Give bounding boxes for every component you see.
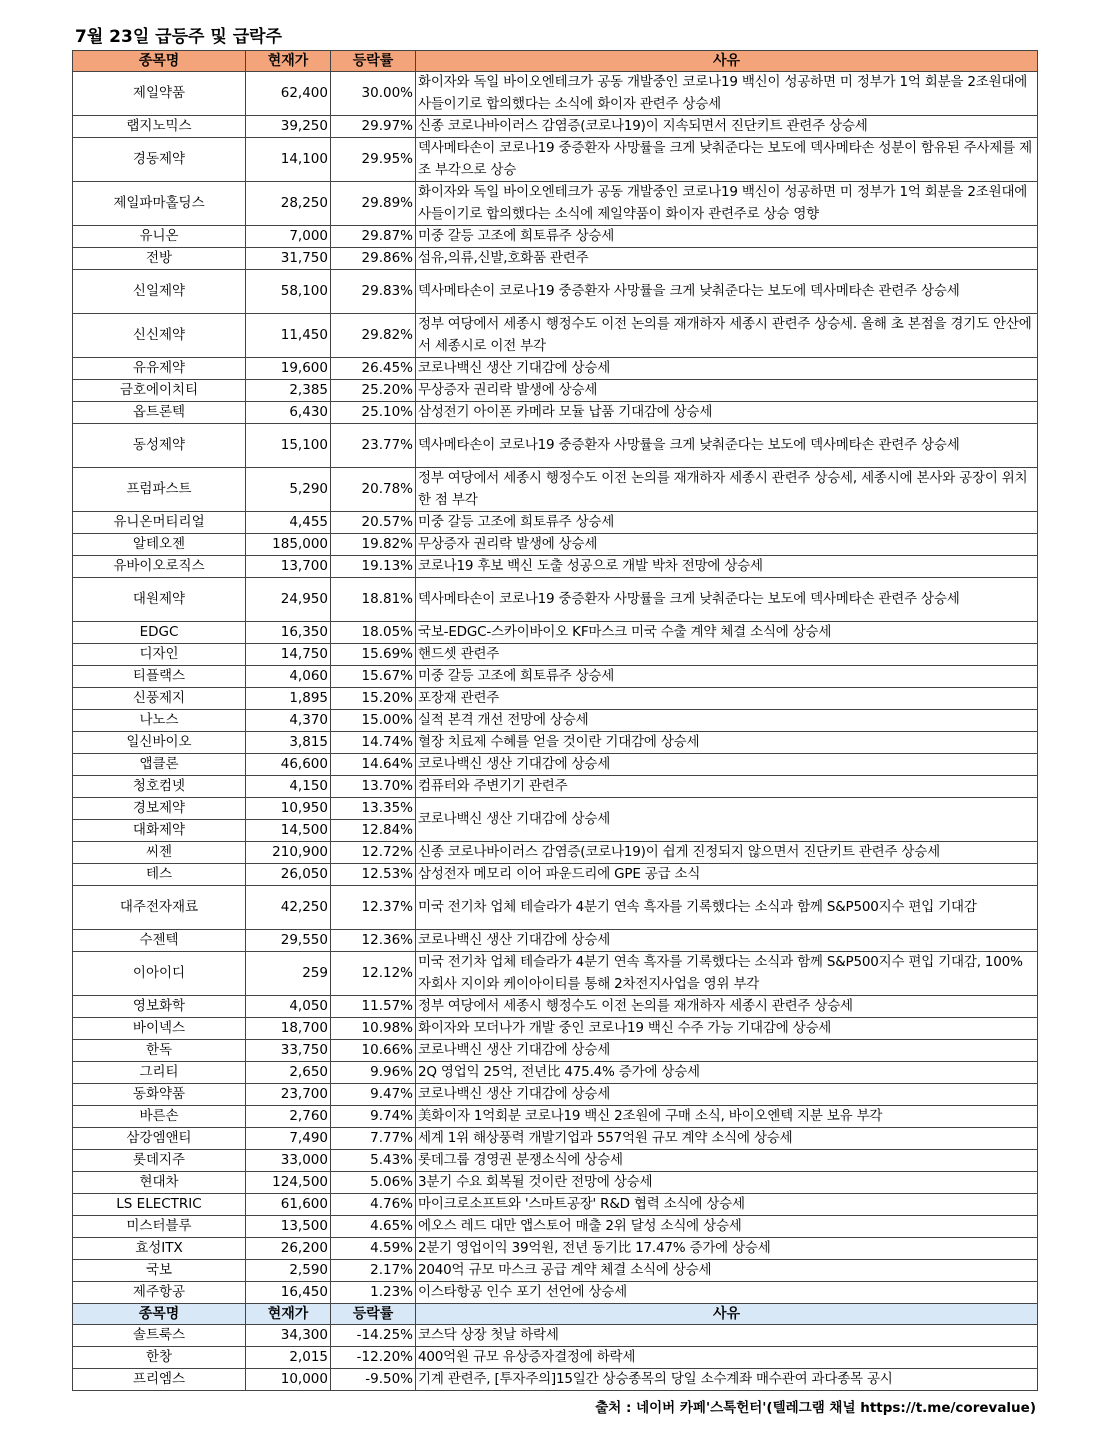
stock-table — [72, 50, 1038, 1391]
stock-name: 영보화학 — [73, 996, 246, 1018]
stock-reason: 코스닥 상장 첫날 하락세 — [416, 1325, 1038, 1347]
stock-name: 그리티 — [73, 1062, 246, 1084]
stock-rate: 12.12% — [331, 952, 416, 996]
stock-price: 26,200 — [246, 1238, 331, 1260]
stock-name: 나노스 — [73, 710, 246, 732]
stock-reason: 실적 본격 개선 전망에 상승세 — [416, 710, 1038, 732]
stock-rate: 25.10% — [331, 402, 416, 424]
stock-rate: 29.83% — [331, 270, 416, 314]
stock-rate: -9.50% — [331, 1369, 416, 1391]
stock-name: 수젠텍 — [73, 930, 246, 952]
stock-name: 현대차 — [73, 1172, 246, 1194]
stock-price: 7,000 — [246, 226, 331, 248]
stock-price: 4,370 — [246, 710, 331, 732]
table-row — [73, 1347, 1038, 1369]
stock-reason: 미국 전기차 업체 테슬라가 4분기 연속 흑자를 기록했다는 소식과 함께 S&P500지수 편입 기대감 — [416, 886, 1038, 930]
stock-reason: 덱사메타손이 코로나19 중증환자 사망률을 크게 낮춰준다는 보도에 덱사메타손 관련주 상승세 — [416, 424, 1038, 468]
stock-name: 한독 — [73, 1040, 246, 1062]
stock-name: 제주항공 — [73, 1282, 246, 1304]
stock-reason: 코로나19 후보 백신 도출 성공으로 개발 박차 전망에 상승세 — [416, 556, 1038, 578]
table-row — [73, 402, 1038, 424]
stock-rate: 19.13% — [331, 556, 416, 578]
source-note: 출처 : 네이버 카페'스톡헌터'(텔레그램 채널 https://t.me/corevalue) — [595, 1400, 1036, 1416]
stock-reason: 정부 여당에서 세종시 행정수도 이전 논의를 재개하자 세종시 관련주 상승세 — [416, 996, 1038, 1018]
table-row — [73, 886, 1038, 930]
table-row — [73, 930, 1038, 952]
header-name: 종목명 — [73, 1304, 246, 1325]
stock-price: 15,100 — [246, 424, 331, 468]
stock-reason: 美화이자 1억회분 코로나19 백신 2조원에 구매 소식, 바이오엔텍 지분 보유 부각 — [416, 1106, 1038, 1128]
stock-rate: 10.98% — [331, 1018, 416, 1040]
stock-name: 한창 — [73, 1347, 246, 1369]
stock-reason: 롯데그룹 경영권 분쟁소식에 상승세 — [416, 1150, 1038, 1172]
page-title: 7월 23일 급등주 및 급락주 — [75, 27, 282, 47]
stock-table-body — [73, 51, 1038, 1391]
stock-price: 6,430 — [246, 402, 331, 424]
stock-rate: 12.36% — [331, 930, 416, 952]
stock-rate: 12.37% — [331, 886, 416, 930]
stock-name: 경보제약 — [73, 798, 246, 820]
stock-rate: 11.57% — [331, 996, 416, 1018]
stock-rate: 12.84% — [331, 820, 416, 842]
stock-reason: 미국 전기차 업체 테슬라가 4분기 연속 흑자를 기록했다는 소식과 함께 S&P500지수 편입 기대감, 100% 자회사 지이와 케이아이티를 통해 2차전지사업을 영위 부각 — [416, 952, 1038, 996]
table-row — [73, 1194, 1038, 1216]
table-row — [73, 1128, 1038, 1150]
stock-price: 2,590 — [246, 1260, 331, 1282]
stock-price: 11,450 — [246, 314, 331, 358]
stock-rate: 2.17% — [331, 1260, 416, 1282]
stock-rate: 19.82% — [331, 534, 416, 556]
stock-reason: 마이크로소프트와 '스마트공장' R&D 협력 소식에 상승세 — [416, 1194, 1038, 1216]
table-row — [73, 1150, 1038, 1172]
stock-reason: 덱사메타손이 코로나19 중증환자 사망률을 크게 낮춰준다는 보도에 덱사메타손 관련주 상승세 — [416, 578, 1038, 622]
stock-name: 롯데지주 — [73, 1150, 246, 1172]
stock-price: 34,300 — [246, 1325, 331, 1347]
stock-price: 23,700 — [246, 1084, 331, 1106]
stock-rate: 23.77% — [331, 424, 416, 468]
stock-reason: 세계 1위 해상풍력 개발기업과 557억원 규모 계약 소식에 상승세 — [416, 1128, 1038, 1150]
stock-price: 4,060 — [246, 666, 331, 688]
stock-reason: 신종 코로나바이러스 감염증(코로나19)이 쉽게 진정되지 않으면서 진단키트 관련주 상승세 — [416, 842, 1038, 864]
table-row — [73, 1216, 1038, 1238]
table-row — [73, 754, 1038, 776]
stock-price: 42,250 — [246, 886, 331, 930]
stock-name: 바이넥스 — [73, 1018, 246, 1040]
stock-reason: 정부 여당에서 세종시 행정수도 이전 논의를 재개하자 세종시 관련주 상승세. 올해 초 본점을 경기도 안산에서 세종시로 이전 부각 — [416, 314, 1038, 358]
table-row — [73, 996, 1038, 1018]
table-row — [73, 534, 1038, 556]
stock-price: 10,000 — [246, 1369, 331, 1391]
stock-name: 대화제약 — [73, 820, 246, 842]
stock-name: 씨젠 — [73, 842, 246, 864]
table-row — [73, 622, 1038, 644]
stock-reason: 국보-EDGC-스카이바이오 KF마스크 미국 수출 계약 체결 소식에 상승세 — [416, 622, 1038, 644]
stock-rate: 12.53% — [331, 864, 416, 886]
table-row — [73, 380, 1038, 402]
stock-price: 16,450 — [246, 1282, 331, 1304]
stock-name: 제일파마홀딩스 — [73, 182, 246, 226]
stock-name: 유니온 — [73, 226, 246, 248]
stock-name: 경동제약 — [73, 138, 246, 182]
stock-rate: 14.74% — [331, 732, 416, 754]
stock-price: 16,350 — [246, 622, 331, 644]
stock-reason: 화이자와 독일 바이오엔테크가 공동 개발중인 코로나19 백신이 성공하면 미 정부가 1억 회분을 2조원대에 사들이기로 합의했다는 소식에 화이자 관련주 상승세 — [416, 72, 1038, 116]
table-row — [73, 1040, 1038, 1062]
stock-reason: 2분기 영업이익 39억원, 전년 동기比 17.47% 증가에 상승세 — [416, 1238, 1038, 1260]
table-row — [73, 226, 1038, 248]
stock-name: 동화약품 — [73, 1084, 246, 1106]
stock-name: 유니온머티리얼 — [73, 512, 246, 534]
stock-rate: 26.45% — [331, 358, 416, 380]
table-row — [73, 72, 1038, 116]
stock-name: 신신제약 — [73, 314, 246, 358]
stock-rate: 29.95% — [331, 138, 416, 182]
header-rate: 등락률 — [331, 51, 416, 72]
stock-price: 28,250 — [246, 182, 331, 226]
stock-rate: 18.05% — [331, 622, 416, 644]
stock-reason: 무상증자 권리락 발생에 상승세 — [416, 534, 1038, 556]
stock-rate: 4.59% — [331, 1238, 416, 1260]
stock-price: 4,150 — [246, 776, 331, 798]
stock-price: 14,100 — [246, 138, 331, 182]
stock-reason: 화이자와 모더나가 개발 중인 코로나19 백신 수주 가능 기대감에 상승세 — [416, 1018, 1038, 1040]
stock-price: 26,050 — [246, 864, 331, 886]
stock-price: 4,455 — [246, 512, 331, 534]
stock-reason: 코로나백신 생산 기대감에 상승세 — [416, 1084, 1038, 1106]
stock-reason: 코로나백신 생산 기대감에 상승세 — [416, 754, 1038, 776]
stock-price: 19,600 — [246, 358, 331, 380]
stock-name: 국보 — [73, 1260, 246, 1282]
stock-name: 프리엠스 — [73, 1369, 246, 1391]
stock-name: 삼강엠앤티 — [73, 1128, 246, 1150]
stock-name: 테스 — [73, 864, 246, 886]
stock-rate: 13.35% — [331, 798, 416, 820]
table-row — [73, 776, 1038, 798]
stock-reason: 기계 관련주, [투자주의]15일간 상승종목의 당일 소수계좌 매수관여 과다종목 공시 — [416, 1369, 1038, 1391]
stock-price: 2,760 — [246, 1106, 331, 1128]
table-row — [73, 1084, 1038, 1106]
table-row — [73, 732, 1038, 754]
stock-reason: 미중 갈등 고조에 희토류주 상승세 — [416, 512, 1038, 534]
stock-rate: 12.72% — [331, 842, 416, 864]
stock-price: 13,500 — [246, 1216, 331, 1238]
stock-price: 7,490 — [246, 1128, 331, 1150]
stock-rate: 9.96% — [331, 1062, 416, 1084]
stock-rate: 29.97% — [331, 116, 416, 138]
stock-price: 259 — [246, 952, 331, 996]
stock-rate: 20.78% — [331, 468, 416, 512]
stock-rate: 13.70% — [331, 776, 416, 798]
stock-rate: 25.20% — [331, 380, 416, 402]
stock-price: 2,015 — [246, 1347, 331, 1369]
stock-rate: 4.76% — [331, 1194, 416, 1216]
stock-name: 랩지노믹스 — [73, 116, 246, 138]
stock-price: 14,500 — [246, 820, 331, 842]
header-price: 현재가 — [246, 51, 331, 72]
stock-reason: 컴퓨터와 주변기기 관련주 — [416, 776, 1038, 798]
table-row — [73, 138, 1038, 182]
table-header-row — [73, 1304, 1038, 1325]
header-reason: 사유 — [416, 51, 1038, 72]
table-row — [73, 1106, 1038, 1128]
stock-price: 18,700 — [246, 1018, 331, 1040]
stock-reason: 미중 갈등 고조에 희토류주 상승세 — [416, 666, 1038, 688]
stock-reason: 덱사메타손이 코로나19 중증환자 사망률을 크게 낮춰준다는 보도에 덱사메타손 관련주 상승세 — [416, 270, 1038, 314]
table-row — [73, 1238, 1038, 1260]
table-row — [73, 1260, 1038, 1282]
table-row — [73, 952, 1038, 996]
stock-rate: 5.43% — [331, 1150, 416, 1172]
table-row — [73, 1325, 1038, 1347]
table-row — [73, 666, 1038, 688]
stock-reason: 덱사메타손이 코로나19 중증환자 사망률을 크게 낮춰준다는 보도에 덱사메타손 성분이 함유된 주사제를 제조 부각으로 상승 — [416, 138, 1038, 182]
stock-name: 티플랙스 — [73, 666, 246, 688]
table-row — [73, 182, 1038, 226]
stock-rate: 1.23% — [331, 1282, 416, 1304]
stock-name: 신풍제지 — [73, 688, 246, 710]
stock-rate: 29.87% — [331, 226, 416, 248]
stock-name: 유유제약 — [73, 358, 246, 380]
stock-price: 185,000 — [246, 534, 331, 556]
stock-rate: 29.86% — [331, 248, 416, 270]
header-rate: 등락률 — [331, 1304, 416, 1325]
table-row — [73, 512, 1038, 534]
stock-reason: 코로나백신 생산 기대감에 상승세 — [416, 1040, 1038, 1062]
stock-name: 제일약품 — [73, 72, 246, 116]
stock-name: 디자인 — [73, 644, 246, 666]
stock-reason: 신종 코로나바이러스 감염증(코로나19)이 지속되면서 진단키트 관련주 상승세 — [416, 116, 1038, 138]
stock-rate: 15.20% — [331, 688, 416, 710]
stock-reason: 섬유,의류,신발,호화품 관련주 — [416, 248, 1038, 270]
table-row — [73, 578, 1038, 622]
stock-reason: 핸드셋 관련주 — [416, 644, 1038, 666]
stock-price: 46,600 — [246, 754, 331, 776]
stock-reason: 무상증자 권리락 발생에 상승세 — [416, 380, 1038, 402]
stock-rate: 29.89% — [331, 182, 416, 226]
stock-price: 24,950 — [246, 578, 331, 622]
stock-name: 유바이오로직스 — [73, 556, 246, 578]
table-row — [73, 1282, 1038, 1304]
stock-rate: 9.47% — [331, 1084, 416, 1106]
stock-reason: 코로나백신 생산 기대감에 상승세 — [416, 930, 1038, 952]
stock-name: 이아이디 — [73, 952, 246, 996]
table-row — [73, 1062, 1038, 1084]
table-row — [73, 1018, 1038, 1040]
stock-rate: -14.25% — [331, 1325, 416, 1347]
stock-rate: 29.82% — [331, 314, 416, 358]
stock-reason: 미중 갈등 고조에 희토류주 상승세 — [416, 226, 1038, 248]
stock-price: 31,750 — [246, 248, 331, 270]
stock-price: 39,250 — [246, 116, 331, 138]
header-price: 현재가 — [246, 1304, 331, 1325]
stock-rate: 15.69% — [331, 644, 416, 666]
stock-rate: -12.20% — [331, 1347, 416, 1369]
stock-reason: 삼성전기 아이폰 카메라 모듈 납품 기대감에 상승세 — [416, 402, 1038, 424]
stock-reason: 화이자와 독일 바이오엔테크가 공동 개발중인 코로나19 백신이 성공하면 미 정부가 1억 회분을 2조원대에 사들이기로 합의했다는 소식에 제일약품이 화이자 관련주로 상승 영향 — [416, 182, 1038, 226]
stock-reason: 2Q 영업익 25억, 전년比 475.4% 증가에 상승세 — [416, 1062, 1038, 1084]
stock-reason: 에오스 레드 대만 앱스토어 매출 2위 달성 소식에 상승세 — [416, 1216, 1038, 1238]
stock-reason: 삼성전자 메모리 이어 파운드리에 GPE 공급 소식 — [416, 864, 1038, 886]
stock-reason: 2040억 규모 마스크 공급 계약 체결 소식에 상승세 — [416, 1260, 1038, 1282]
stock-price: 5,290 — [246, 468, 331, 512]
table-row — [73, 864, 1038, 886]
stock-rate: 14.64% — [331, 754, 416, 776]
stock-rate: 15.00% — [331, 710, 416, 732]
stock-reason: 400억원 규모 유상증자결정에 하락세 — [416, 1347, 1038, 1369]
table-row — [73, 248, 1038, 270]
stock-name: 금호에이치티 — [73, 380, 246, 402]
stock-rate: 30.00% — [331, 72, 416, 116]
stock-reason: 포장재 관련주 — [416, 688, 1038, 710]
stock-price: 3,815 — [246, 732, 331, 754]
stock-name: 전방 — [73, 248, 246, 270]
table-row — [73, 1172, 1038, 1194]
table-row — [73, 556, 1038, 578]
stock-reason: 코로나백신 생산 기대감에 상승세 — [416, 358, 1038, 380]
header-name: 종목명 — [73, 51, 246, 72]
stock-name: 알테오젠 — [73, 534, 246, 556]
stock-price: 14,750 — [246, 644, 331, 666]
stock-name: 대원제약 — [73, 578, 246, 622]
stock-reason: 혈장 치료제 수혜를 얻을 것이란 기대감에 상승세 — [416, 732, 1038, 754]
stock-price: 33,000 — [246, 1150, 331, 1172]
stock-price: 4,050 — [246, 996, 331, 1018]
stock-price: 124,500 — [246, 1172, 331, 1194]
table-row — [73, 270, 1038, 314]
stock-rate: 20.57% — [331, 512, 416, 534]
stock-reason: 코로나백신 생산 기대감에 상승세 — [416, 798, 1038, 842]
stock-rate: 10.66% — [331, 1040, 416, 1062]
stock-name: 청호컴넷 — [73, 776, 246, 798]
table-row — [73, 688, 1038, 710]
table-row — [73, 710, 1038, 732]
stock-price: 58,100 — [246, 270, 331, 314]
header-reason: 사유 — [416, 1304, 1038, 1325]
stock-reason: 정부 여당에서 세종시 행정수도 이전 논의를 재개하자 세종시 관련주 상승세, 세종시에 본사와 공장이 위치한 점 부각 — [416, 468, 1038, 512]
table-row — [73, 468, 1038, 512]
table-row — [73, 358, 1038, 380]
stock-price: 2,650 — [246, 1062, 331, 1084]
stock-name: 앱클론 — [73, 754, 246, 776]
stock-name: 일신바이오 — [73, 732, 246, 754]
stock-name: 효성ITX — [73, 1238, 246, 1260]
stock-price: 13,700 — [246, 556, 331, 578]
stock-price: 61,600 — [246, 1194, 331, 1216]
stock-price: 62,400 — [246, 72, 331, 116]
table-row — [73, 314, 1038, 358]
stock-reason: 3분기 수요 회복될 것이란 전망에 상승세 — [416, 1172, 1038, 1194]
stock-name: 대주전자재료 — [73, 886, 246, 930]
stock-name: 솔트룩스 — [73, 1325, 246, 1347]
table-row — [73, 116, 1038, 138]
stock-rate: 15.67% — [331, 666, 416, 688]
table-row — [73, 798, 1038, 820]
stock-name: 신일제약 — [73, 270, 246, 314]
stock-name: 동성제약 — [73, 424, 246, 468]
table-row — [73, 644, 1038, 666]
stock-rate: 7.77% — [331, 1128, 416, 1150]
stock-name: 프럼파스트 — [73, 468, 246, 512]
stock-price: 10,950 — [246, 798, 331, 820]
table-row — [73, 424, 1038, 468]
stock-price: 29,550 — [246, 930, 331, 952]
stock-reason: 이스타항공 인수 포기 선언에 상승세 — [416, 1282, 1038, 1304]
table-row — [73, 1369, 1038, 1391]
table-header-row — [73, 51, 1038, 72]
stock-rate: 5.06% — [331, 1172, 416, 1194]
stock-name: 옵트론텍 — [73, 402, 246, 424]
stock-price: 210,900 — [246, 842, 331, 864]
stock-rate: 18.81% — [331, 578, 416, 622]
stock-price: 33,750 — [246, 1040, 331, 1062]
stock-name: 바른손 — [73, 1106, 246, 1128]
table-row — [73, 842, 1038, 864]
stock-rate: 4.65% — [331, 1216, 416, 1238]
stock-name: EDGC — [73, 622, 246, 644]
stock-price: 1,895 — [246, 688, 331, 710]
stock-name: LS ELECTRIC — [73, 1194, 246, 1216]
stock-rate: 9.74% — [331, 1106, 416, 1128]
stock-name: 미스터블루 — [73, 1216, 246, 1238]
stock-price: 2,385 — [246, 380, 331, 402]
